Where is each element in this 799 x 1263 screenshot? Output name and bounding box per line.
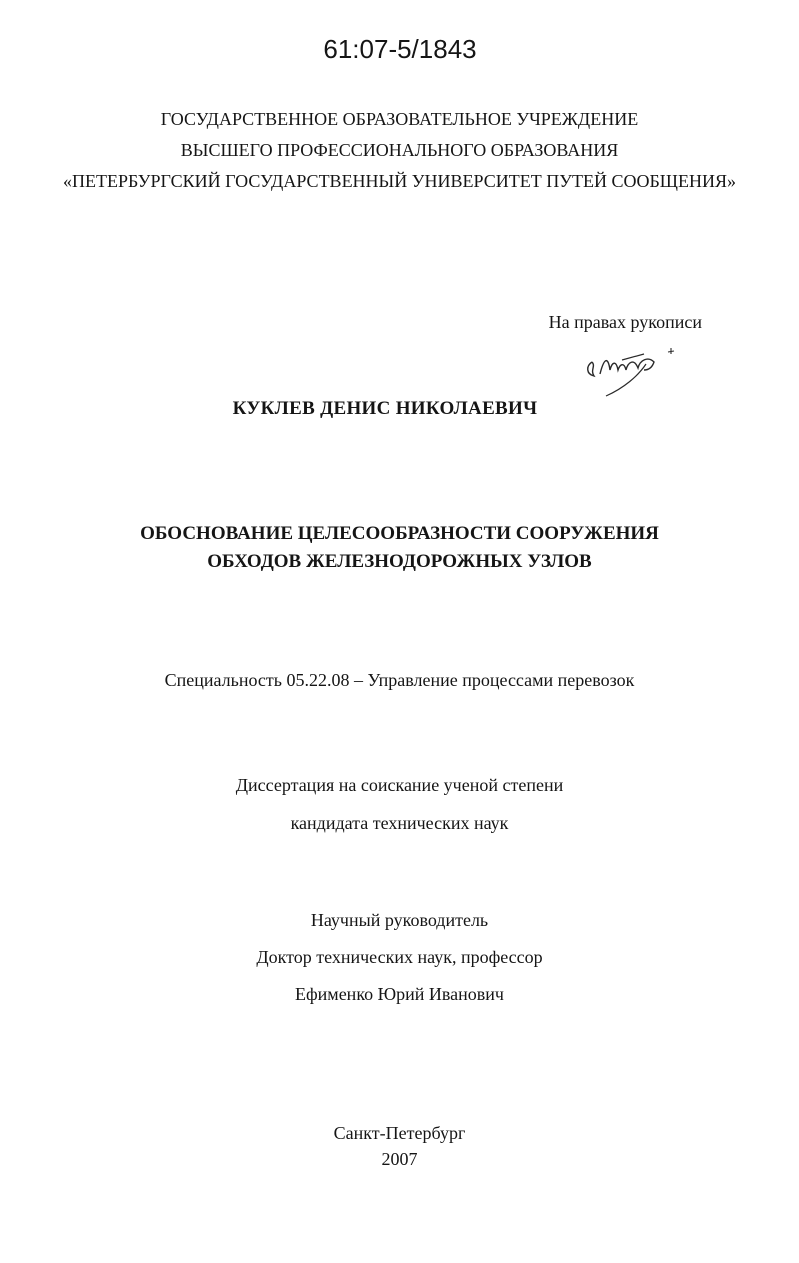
city: Санкт-Петербург: [333, 1123, 466, 1143]
supervisor-block: [100, 902, 699, 1013]
degree-line: кандидата технических наук: [290, 813, 509, 833]
archive-code: 61:07-5/1843: [323, 34, 477, 64]
title-line: ОБОСНОВАНИЕ ЦЕЛЕСООБРАЗНОСТИ СООРУЖЕНИЯ: [140, 523, 659, 544]
specialty-line: Специальность 05.22.08 – Управление процессами перевозок: [164, 670, 635, 690]
title-line: ОБХОДОВ ЖЕЛЕЗНОДОРОЖНЫХ УЗЛОВ: [207, 551, 592, 572]
degree-statement: [100, 766, 699, 842]
supervisor-label: Научный руководитель: [310, 910, 489, 930]
institution-line: ГОСУДАРСТВЕННОЕ ОБРАЗОВАТЕЛЬНОЕ УЧРЕЖДЕНИЕ: [160, 109, 639, 129]
supervisor-degree: Доктор технических наук, профессор: [256, 947, 543, 967]
institution-header: [30, 104, 769, 197]
author-name: КУКЛЕВ ДЕНИС НИКОЛАЕВИЧ: [232, 398, 538, 419]
institution-line: «ПЕТЕРБУРГСКИЙ ГОСУДАРСТВЕННЫЙ УНИВЕРСИТЕТ ПУТЕЙ СООБЩЕНИЯ»: [63, 171, 736, 191]
dissertation-title: [40, 520, 759, 576]
year: 2007: [381, 1149, 418, 1169]
degree-line: Диссертация на соискание ученой степени: [235, 775, 564, 795]
place-and-year: [200, 1120, 599, 1172]
supervisor-name: Ефименко Юрий Иванович: [295, 984, 504, 1004]
institution-line: ВЫСШЕГО ПРОФЕССИОНАЛЬНОГО ОБРАЗОВАНИЯ: [180, 140, 619, 160]
handwritten-signature: [582, 340, 692, 400]
rights-note: На правах рукописи: [548, 312, 702, 332]
